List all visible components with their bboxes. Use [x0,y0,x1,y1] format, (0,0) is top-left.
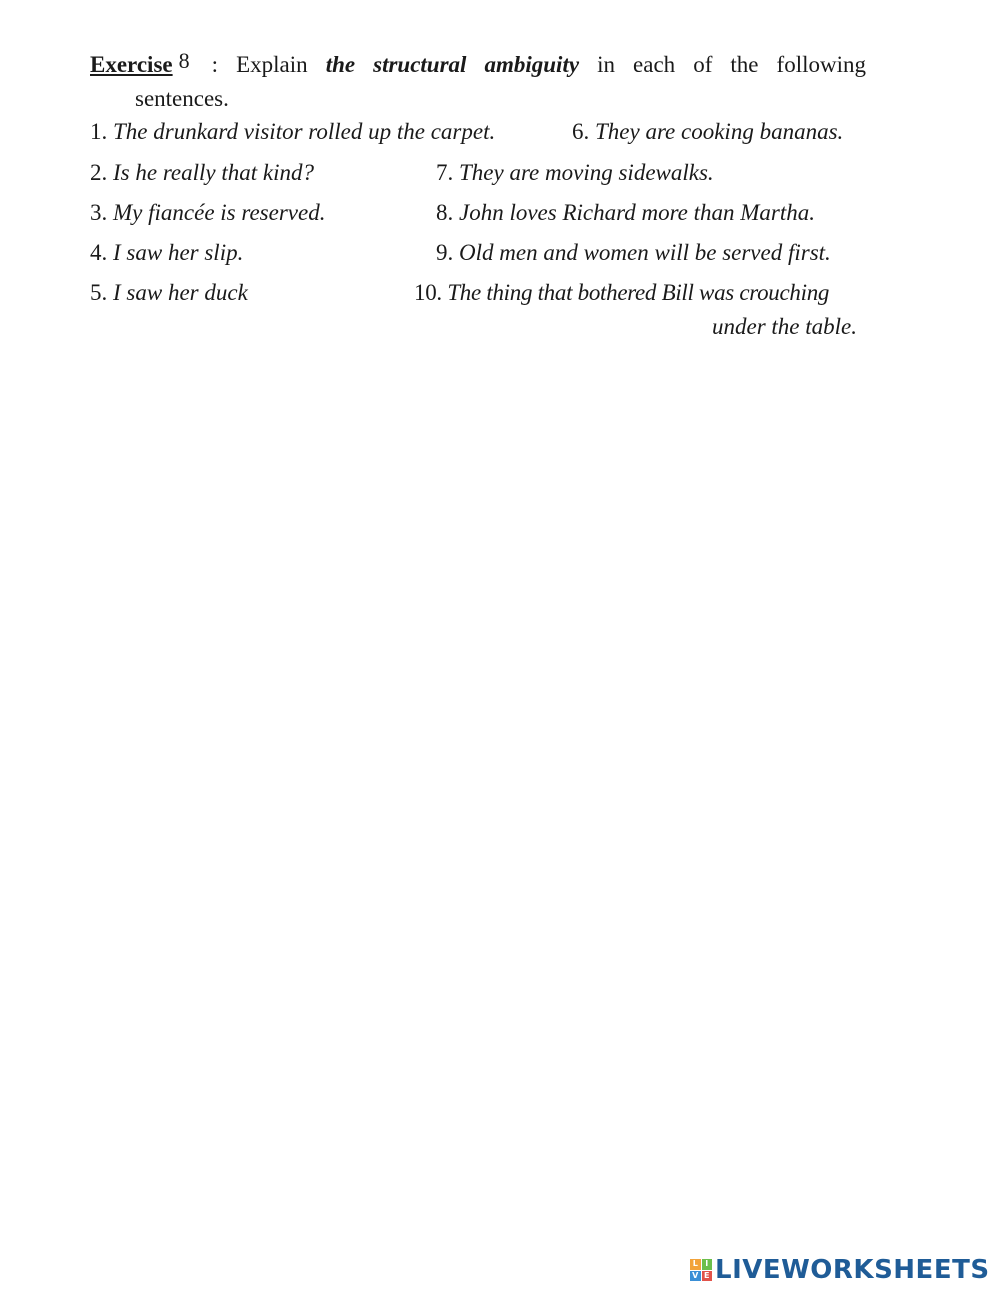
item-text: The thing that bothered Bill was crouching [447,280,830,305]
item-text: Is he really that kind? [113,160,314,185]
item-text: I saw her slip. [113,240,244,265]
item-number: 1. [90,119,108,144]
sentence-item-6 [572,117,843,147]
sentence-item-10 [414,278,829,308]
item-number: 9. [436,240,454,265]
logo-letter-i: I [702,1259,713,1270]
item-text: They are cooking bananas. [595,119,844,144]
item-number: 10. [414,280,442,305]
item-text: Old men and women will be served first. [459,240,831,265]
sentence-item-2 [90,158,314,188]
exercise-heading [90,50,866,80]
exercise-number: 8 [178,48,190,73]
item-text: I saw her duck [113,280,248,305]
item-text-continuation: under the table. [712,314,857,339]
sentence-item-8 [436,198,815,228]
exercise-intro-pre: : Explain [211,52,308,77]
exercise-intro-line2: sentences. [135,86,229,111]
logo-letter-v: V [690,1271,701,1282]
sentence-item-5 [90,278,248,308]
sentence-item-7 [436,158,714,188]
logo-letter-l: L [690,1259,701,1270]
logo-letter-e: E [702,1271,713,1282]
item-number: 3. [90,200,108,225]
exercise-label: Exercise [90,52,173,77]
item-number: 2. [90,160,108,185]
item-text: John loves Richard more than Martha. [459,200,816,225]
item-text: My fiancée is reserved. [113,200,326,225]
item-text: They are moving sidewalks. [459,160,714,185]
sentence-item-1 [90,117,495,147]
item-text: The drunkard visitor rolled up the carpet. [113,119,496,144]
item-number: 5. [90,280,108,305]
sentence-item-4 [90,238,243,268]
exercise-intro-emphasis: the structural ambiguity [325,52,580,77]
item-number: 8. [436,200,454,225]
item-number: 4. [90,240,108,265]
sentence-item-9 [436,238,831,268]
liveworksheets-logo [690,1254,990,1286]
liveworksheets-logo-text: LIVEWORKSHEETS [715,1255,990,1285]
item-number: 7. [436,160,454,185]
liveworksheets-logo-icon [690,1259,712,1281]
sentence-item-10-continuation [712,312,857,342]
sentence-item-3 [90,198,325,228]
item-number: 6. [572,119,590,144]
exercise-intro-post: in each of the following [597,52,866,77]
